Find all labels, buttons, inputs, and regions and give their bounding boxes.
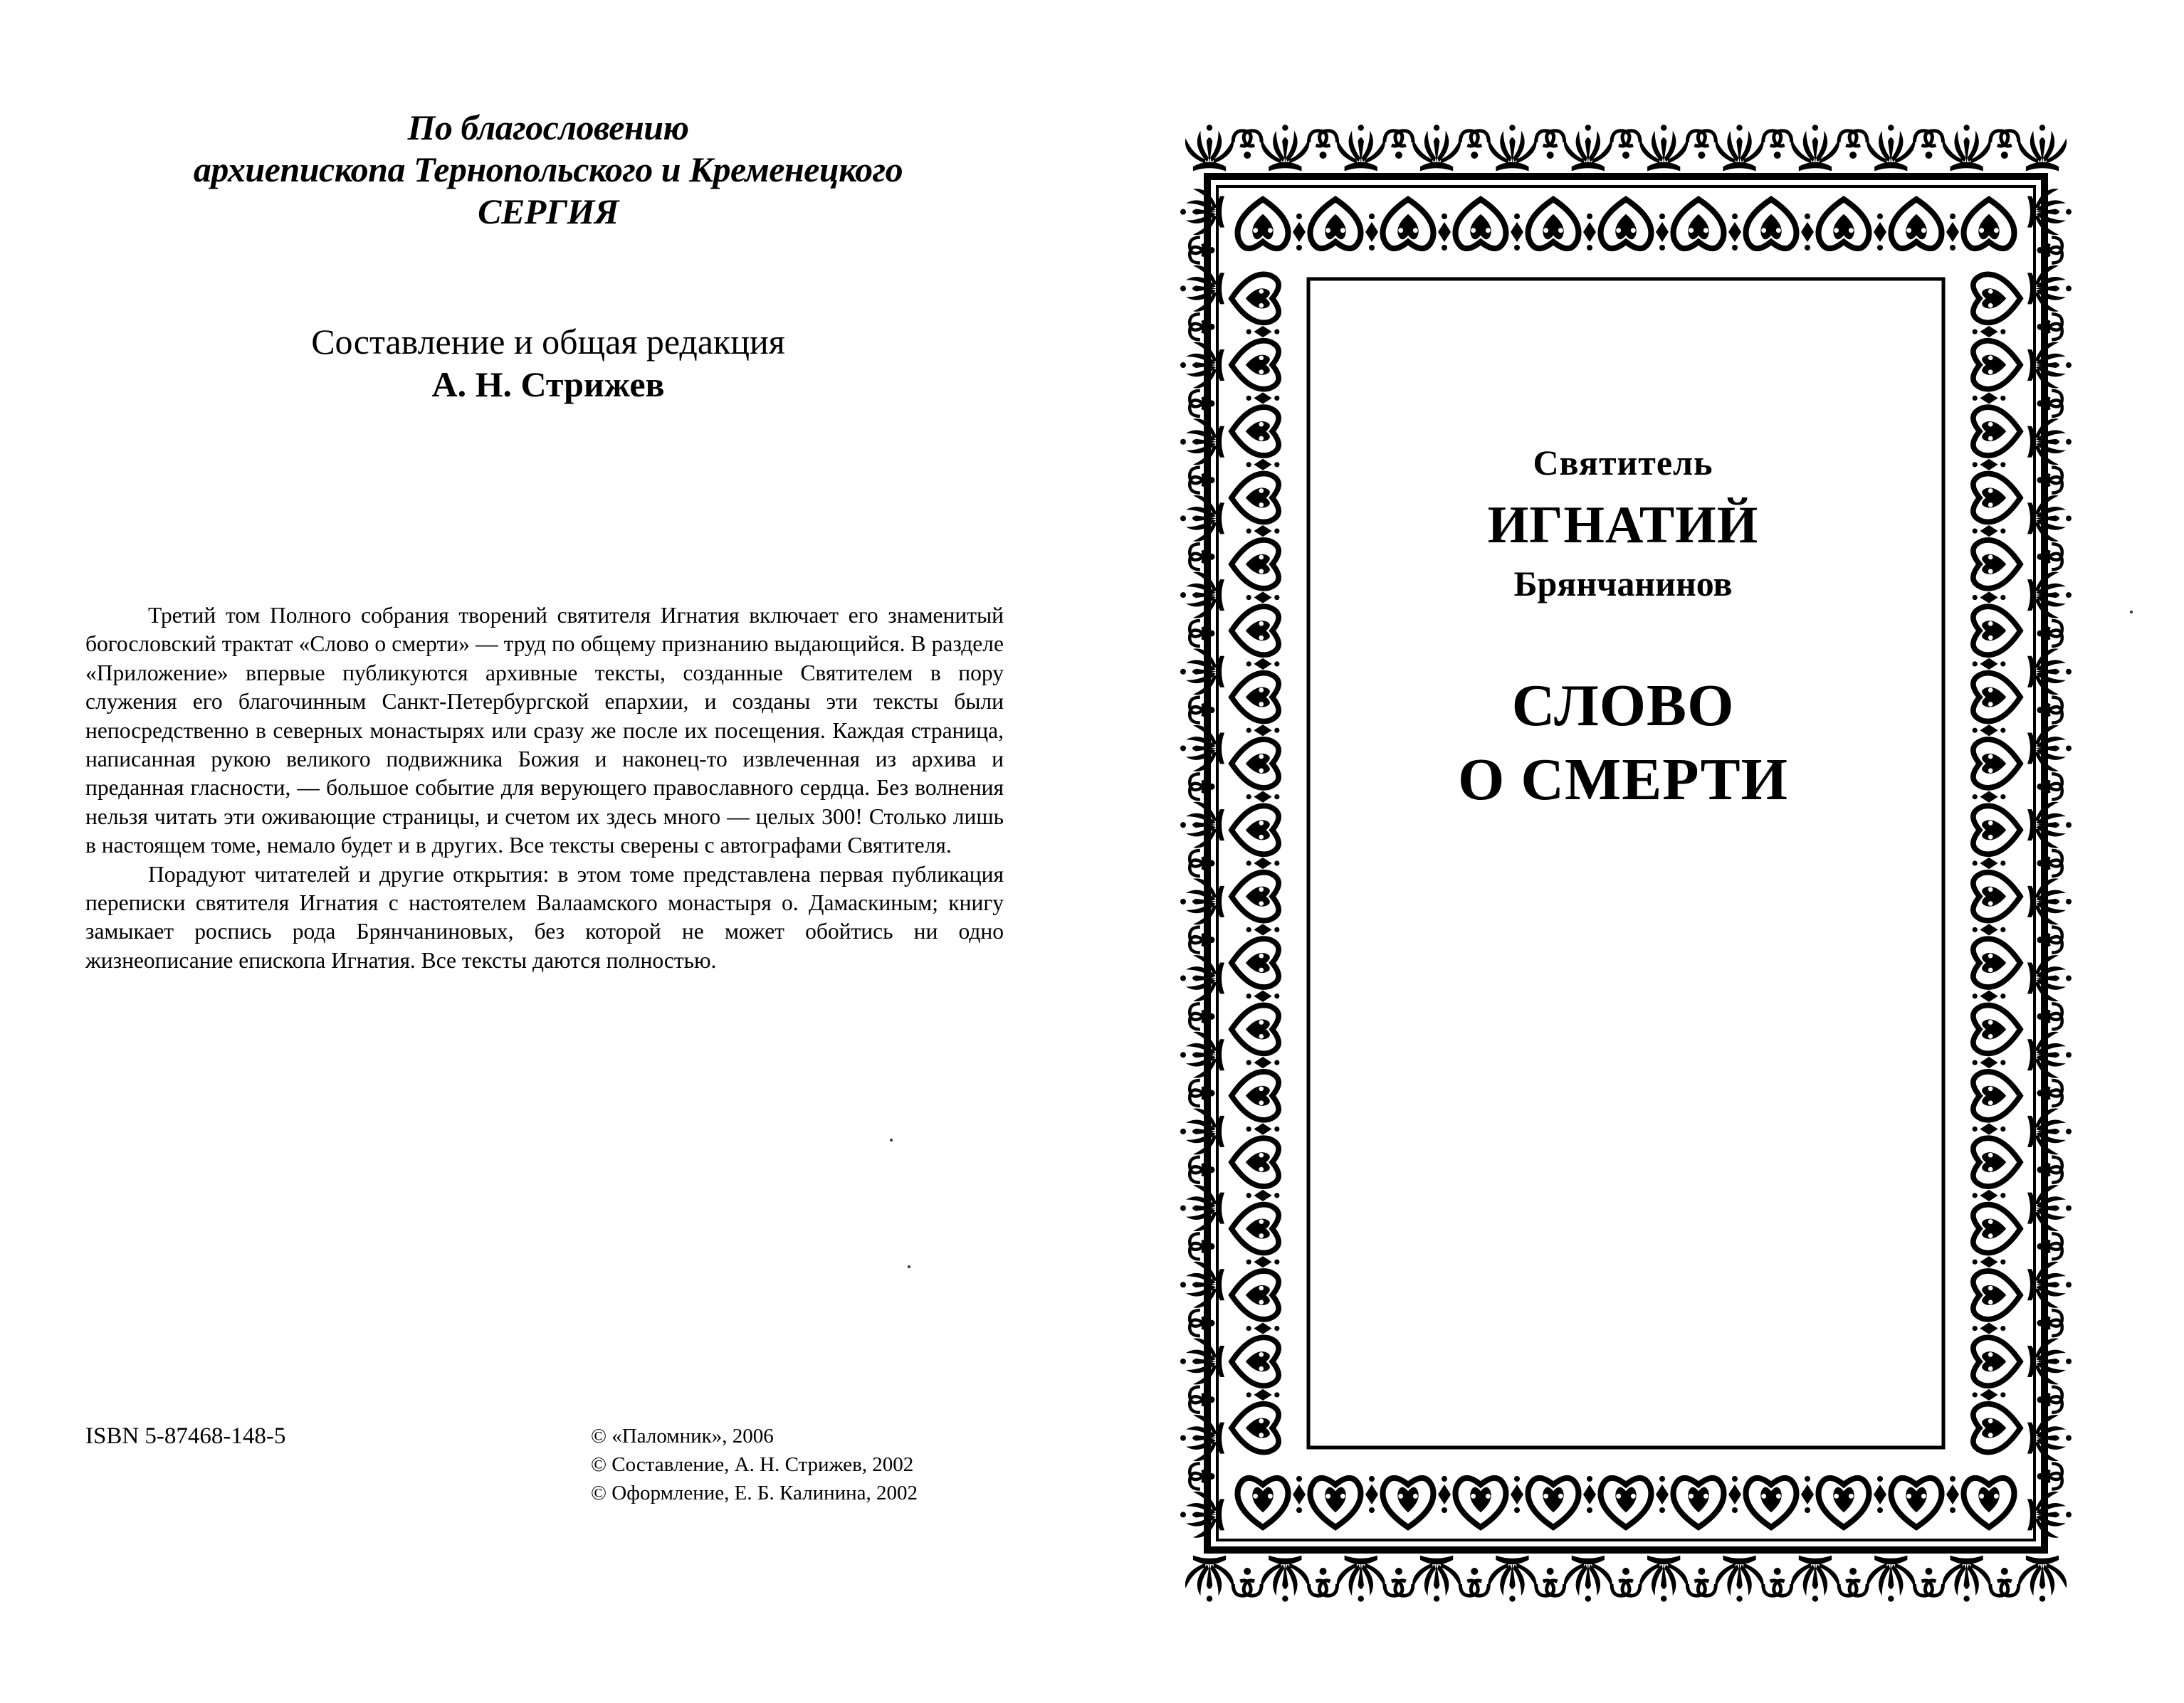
scroll-icon [1190,314,1214,339]
heart-motif-icon [1973,806,2020,854]
blessing-line: По благословению [407,107,689,147]
palmette-icon [1185,1556,1234,1602]
scroll-icon [1190,1463,1214,1489]
scroll-icon [2037,1310,2062,1336]
lozenge-icon [1973,392,2006,404]
inner-heart-band [1232,199,2020,1527]
heart-motif-icon [1232,806,1279,854]
heart-motif-icon [1973,341,2020,389]
scroll-icon [1763,1568,1792,1596]
lozenge-icon [1246,991,1280,1002]
palmette-icon [1715,1556,1763,1602]
heart-motif-icon [1232,939,1279,987]
editorial-credit [185,320,911,406]
heart-motif-icon [1973,739,2020,788]
heart-motif-icon [1232,739,1279,788]
heart-motif-icon [1819,1478,1869,1527]
scroll-icon [1190,544,1214,569]
heart-motif-icon [1232,872,1279,921]
scroll-icon [1687,131,1716,159]
palmette-icon [1337,1556,1385,1602]
lozenge-icon [1973,724,2006,736]
palmette-icon [2018,125,2067,171]
author-surname: Брянчанинов [1513,564,1733,603]
scan-speck [908,1265,910,1268]
heart-motif-icon [1238,199,1288,248]
ornamental-border-icon [1170,105,2081,1621]
lozenge-icon [1438,1476,1451,1513]
scroll-icon [1190,774,1214,799]
lozenge-icon [1246,392,1280,404]
lozenge-icon [1583,213,1596,251]
lozenge-icon [1246,791,1280,803]
heart-motif-icon [1973,1205,2020,1253]
scroll-icon [1190,1387,1214,1413]
lozenge-icon [1973,658,2006,670]
heart-motif-icon [1973,872,2020,921]
book-title [1431,669,1815,817]
scroll-icon [1612,1568,1640,1596]
heart-motif-icon [1674,199,1724,248]
lozenge-icon [1246,591,1280,603]
scroll-icon [1190,1233,1214,1259]
heart-motif-icon [1232,1404,1279,1452]
heart-motif-icon [1232,274,1279,322]
frame-line [1207,176,2044,1550]
heart-motif-icon [1383,199,1434,248]
scroll-icon [1687,1568,1716,1596]
book-title-line: О СМЕРТИ [1457,747,1788,813]
heart-motif-icon [1232,1138,1279,1186]
scroll-icon [1190,1080,1214,1106]
heart-motif-icon [1973,407,2020,455]
lozenge-icon [1728,213,1741,251]
scroll-icon [2037,238,2062,263]
annotation-paragraph: Порадуют читателей и другие открытия: в этом томе представлена первая публикация переписки святителя Игнатия с настоятелем Валаамского монастыря о. Дамаскиным; книгу замыкает роспись рода Брянчаниновых, без которой не может обойтись ни одно жизнеописание епископа Игнатия. Все тексты даются полностью. [85,861,1004,973]
scroll-icon [2037,850,2062,876]
lozenge-icon [1973,525,2006,537]
lozenge-icon [1246,1322,1280,1334]
heart-motif-icon [1232,407,1279,455]
scroll-icon [1190,468,1214,493]
lozenge-icon [1973,591,2006,603]
scroll-icon [1190,850,1214,876]
lozenge-icon [1973,791,2006,803]
scroll-icon [1309,1568,1338,1596]
heart-motif-icon [1232,673,1279,722]
author-prefix: Святитель [1533,443,1713,483]
scroll-icon [1612,131,1640,159]
heart-motif-icon [1891,1478,1942,1527]
heart-motif-icon [1746,199,1797,248]
annotation-paragraph: Третий том Полного собрания творений святителя Игнатия включает его знаменитый богословский трактат «Слово о смерти» — труд по общему признанию выдающийся. В разделе «Приложение» впервые публикуются архивные тексты, созданные Святителем в пору служения его благочинным Санкт-Петербургской епархии, и созданы эти тексты были непосредственно в северных монастырях или сразу же после их посещения. Каждая страница, написанная рукою великого подвижника Божия и наконец-то извлеченная из архива и преданная гласности, — большое событие для верующего православного сердца. Без волнения нельзя читать эти оживающие страницы, и счетом их здесь много — целых 300! Столько лишь в настоящем томе, немало будет и в других. Все тексты сверены с автографами Святителя. [85,603,1004,858]
heart-motif-icon [1383,1478,1434,1527]
scroll-icon [2037,468,2062,493]
scroll-icon [1536,131,1565,159]
heart-motif-icon [1973,1271,2020,1319]
lozenge-icon [1511,213,1523,251]
copyright-block [591,1422,918,1507]
scroll-icon [1763,131,1792,159]
scroll-icon [1190,927,1214,953]
scroll-icon [1839,131,1867,159]
scan-speck [890,1139,893,1142]
scroll-icon [1190,1157,1214,1183]
author-name: ИГНАТИЙ [1487,496,1759,554]
scroll-icon [1190,697,1214,723]
scroll-icon [2037,1233,2062,1259]
heart-motif-icon [1232,1205,1279,1253]
lozenge-icon [1728,1476,1741,1513]
lozenge-icon [1246,658,1280,670]
scroll-icon [2037,1003,2062,1029]
palmette-icon [1412,125,1461,171]
scroll-icon [1190,391,1214,416]
scroll-icon [1190,621,1214,646]
lozenge-icon [1946,213,1959,251]
lozenge-icon [1656,1476,1669,1513]
lozenge-icon [1246,724,1280,736]
lozenge-icon [1246,459,1280,470]
scroll-icon [1190,238,1214,263]
heart-motif-icon [1973,1072,2020,1120]
scroll-icon [1839,1568,1867,1596]
palmette-icon [1564,1556,1612,1602]
lozenge-icon [1293,1476,1306,1513]
palmette-icon [1488,1556,1536,1602]
palmette-icon [1261,125,1309,171]
editorial-label: Составление и общая редакция [311,322,785,362]
scroll-icon [1190,1310,1214,1336]
heart-motif-icon [1232,341,1279,389]
heart-motif-icon [1601,199,1652,248]
lozenge-icon [1293,213,1306,251]
palmette-icon [1185,125,1234,171]
heart-motif-icon [1238,1478,1288,1527]
scan-speck [2130,611,2133,613]
heart-motif-icon [1964,1478,2015,1527]
heart-motif-icon [1973,1337,2020,1386]
palmette-icon [1564,125,1612,171]
scroll-icon [1914,1568,1943,1596]
lozenge-icon [1874,213,1886,251]
blessing-line: архиепископа Тернопольского и Кременецкого [193,149,903,189]
lozenge-icon [1656,213,1669,251]
palmette-icon [1488,125,1536,171]
heart-motif-icon [1746,1478,1797,1527]
outer-palmette-band [1180,125,2072,1601]
scroll-icon [1990,131,2019,159]
lozenge-icon [1973,1322,2006,1334]
lozenge-icon [1246,1256,1280,1267]
blessing-block [164,107,933,233]
lozenge-icon [1438,213,1451,251]
lozenge-icon [1973,1057,2006,1068]
heart-motif-icon [1973,274,2020,322]
title-block [1431,441,1815,817]
heart-motif-icon [1973,606,2020,655]
lozenge-icon [1246,525,1280,537]
book-title-line: СЛОВО [1511,673,1735,739]
heart-motif-icon [1819,199,1869,248]
lozenge-icon [1973,326,2006,337]
scroll-icon [2037,774,2062,799]
blessing-line: СЕРГИЯ [478,191,619,231]
palmette-icon [1943,125,1991,171]
heart-motif-icon [1232,540,1279,589]
heart-motif-icon [1232,474,1279,522]
lozenge-icon [1246,1123,1280,1134]
heart-motif-icon [1232,1271,1279,1319]
scroll-icon [1385,1568,1413,1596]
heart-motif-icon [1964,199,2015,248]
editor-name: А. Н. Стрижев [431,364,665,404]
frame-line [1217,186,2035,1540]
palmette-icon [1791,1556,1839,1602]
scroll-icon [2037,1387,2062,1413]
palmette-icon [1791,125,1839,171]
heart-motif-icon [1311,199,1361,248]
right-page [1092,0,2184,1703]
palmette-icon [1943,1556,1991,1602]
palmette-icon [1867,1556,1915,1602]
scroll-icon [2037,697,2062,723]
heart-motif-icon [1456,1478,1506,1527]
lozenge-icon [1246,924,1280,935]
copyright-line: © «Паломник», 2006 [591,1425,774,1448]
heart-motif-icon [1973,1005,2020,1053]
heart-motif-icon [1311,1478,1361,1527]
scroll-icon [2037,621,2062,646]
heart-motif-icon [1456,199,1506,248]
heart-motif-icon [1528,199,1579,248]
palmette-icon [1412,1556,1461,1602]
scroll-icon [2037,391,2062,416]
lozenge-icon [1801,213,1814,251]
heart-motif-icon [1973,474,2020,522]
scroll-icon [1914,131,1943,159]
lozenge-icon [1801,1476,1814,1513]
palmette-icon [1337,125,1385,171]
scroll-icon [2037,927,2062,953]
lozenge-icon [1973,991,2006,1002]
heart-motif-icon [1232,1005,1279,1053]
scroll-icon [1990,1568,2019,1596]
lozenge-icon [1874,1476,1886,1513]
lozenge-icon [1973,858,2006,869]
annotation-text [85,601,1004,975]
heart-motif-icon [1528,1478,1579,1527]
scroll-icon [2037,544,2062,569]
scroll-icon [1233,131,1261,159]
scroll-icon [1233,1568,1261,1596]
heart-motif-icon [1973,1138,2020,1186]
palmette-icon [1639,1556,1688,1602]
lozenge-icon [1246,858,1280,869]
lozenge-icon [1946,1476,1959,1513]
lozenge-icon [1246,1057,1280,1068]
lozenge-icon [1973,1123,2006,1134]
lozenge-icon [1246,1389,1280,1401]
heart-motif-icon [1674,1478,1724,1527]
lozenge-icon [1583,1476,1596,1513]
lozenge-icon [1511,1476,1523,1513]
scroll-icon [2037,1080,2062,1106]
scroll-icon [1309,131,1338,159]
heart-motif-icon [1232,1072,1279,1120]
heart-motif-icon [1232,606,1279,655]
lozenge-icon [1365,1476,1378,1513]
lozenge-icon [1973,1190,2006,1201]
heart-motif-icon [1891,199,1942,248]
lozenge-icon [1365,213,1378,251]
heart-motif-icon [1973,673,2020,722]
copyright-line: © Составление, А. Н. Стрижев, 2002 [591,1453,914,1476]
palmette-icon [1867,125,1915,171]
heart-motif-icon [1973,1404,2020,1452]
scroll-icon [1536,1568,1565,1596]
lozenge-icon [1973,459,2006,470]
lozenge-icon [1973,924,2006,935]
palmette-icon [2018,1556,2067,1602]
heart-motif-icon [1973,939,2020,987]
palmette-icon [1639,125,1688,171]
heart-motif-icon [1601,1478,1652,1527]
scroll-icon [2037,314,2062,339]
palmette-icon [1261,1556,1309,1602]
scroll-icon [1190,1003,1214,1029]
lozenge-icon [1246,326,1280,337]
palmette-icon [1715,125,1763,171]
copyright-line: © Оформление, Е. Б. Калинина, 2002 [591,1482,918,1504]
isbn-number: ISBN 5-87468-148-5 [85,1423,286,1449]
heart-motif-icon [1232,1337,1279,1386]
heart-motif-icon [1973,540,2020,589]
lozenge-icon [1973,1389,2006,1401]
scroll-icon [2037,1157,2062,1183]
scroll-icon [1385,131,1413,159]
lozenge-icon [1246,1190,1280,1201]
scroll-icon [1460,1568,1489,1596]
scroll-icon [2037,1463,2062,1489]
scroll-icon [1460,131,1489,159]
lozenge-icon [1973,1256,2006,1267]
